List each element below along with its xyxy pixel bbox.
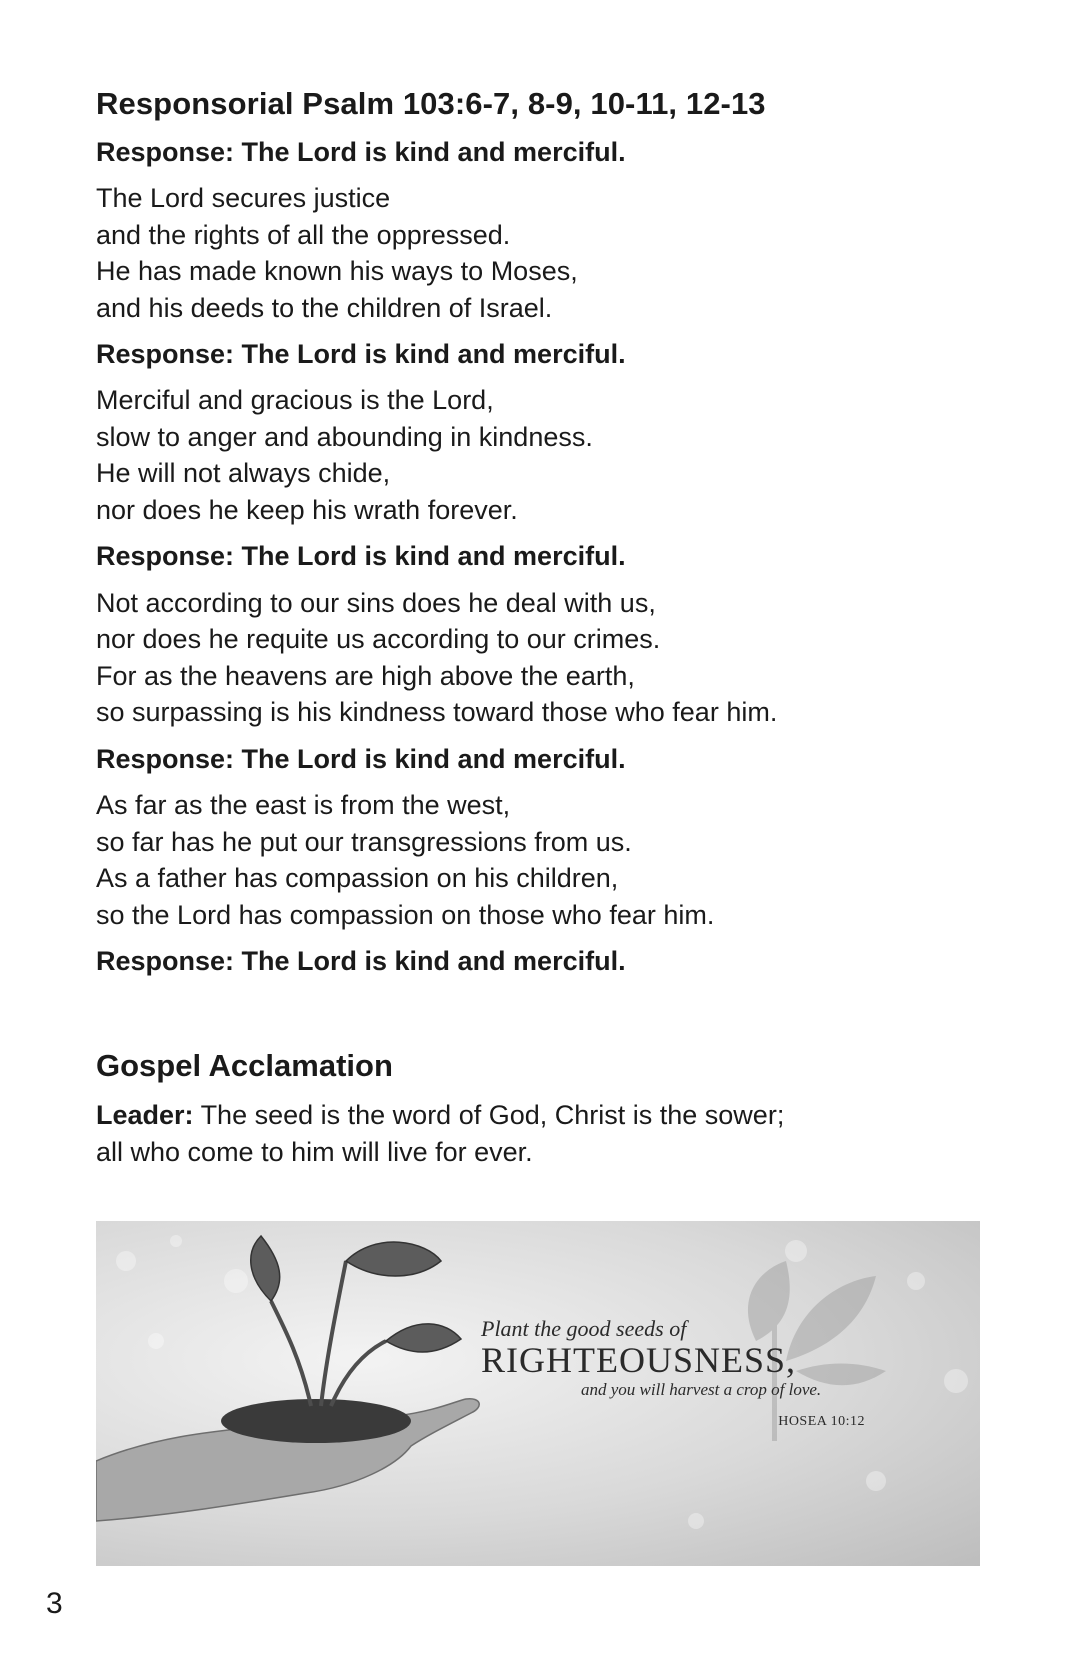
stanza-line: nor does he keep his wrath forever. [96, 494, 518, 525]
gospel-line-1: The seed is the word of God, Christ is the sower; [200, 1100, 785, 1131]
quote-citation: HOSEA 10:12 [778, 1413, 865, 1429]
stanza-line: and the rights of all the oppressed. [96, 219, 511, 250]
gospel-leader-text [96, 1097, 996, 1170]
stanza-line: As a father has compassion on his children, [96, 863, 619, 894]
stanza-line: Not according to our sins does he deal with us, [96, 587, 656, 618]
psalm-stanza [96, 787, 996, 933]
response-line: Response: The Lord is kind and merciful. [96, 541, 626, 572]
stanza-line: The Lord secures justice [96, 183, 391, 214]
stanza-line: so the Lord has compassion on those who fear him. [96, 899, 715, 930]
stanza-line: nor does he requite us according to our crimes. [96, 624, 661, 655]
quote-line-2: RIGHTEOUSNESS, [481, 1340, 797, 1380]
psalm-page [96, 86, 996, 1170]
stanza-line: For as the heavens are high above the earth, [96, 660, 635, 691]
scripture-quote [481, 1316, 901, 1430]
stanza-line: slow to anger and abounding in kindness. [96, 421, 593, 452]
quote-line-1: Plant the good seeds of [481, 1316, 687, 1341]
stanza-line: As far as the east is from the west, [96, 790, 511, 821]
seedling-illustration [96, 1221, 980, 1566]
page-number: 3 [46, 1587, 63, 1620]
stanza-line: Merciful and gracious is the Lord, [96, 385, 494, 416]
quote-line-3: and you will harvest a crop of love. [581, 1379, 822, 1399]
response-line: Response: The Lord is kind and merciful. [96, 339, 626, 370]
stanza-line: so far has he put our transgressions from us. [96, 826, 632, 857]
stanza-line: and his deeds to the children of Israel. [96, 292, 553, 323]
response-line: Response: The Lord is kind and merciful. [96, 136, 626, 167]
response-line: Response: The Lord is kind and merciful. [96, 743, 626, 774]
psalm-stanza [96, 585, 996, 731]
stanza-line: He has made known his ways to Moses, [96, 256, 578, 287]
psalm-stanza [96, 382, 996, 528]
soil-mound [221, 1399, 411, 1443]
stanza-line: so surpassing is his kindness toward those who fear him. [96, 697, 778, 728]
stanza-line: He will not always chide, [96, 458, 391, 489]
psalm-title: Responsorial Psalm 103:6-7, 8-9, 10-11, 12-13 [96, 86, 766, 121]
seedling-stems [271, 1261, 386, 1406]
seedling-leaves [251, 1236, 461, 1352]
response-line: Response: The Lord is kind and merciful. [96, 946, 626, 977]
leader-label: Leader: [96, 1100, 194, 1131]
psalm-stanza [96, 180, 996, 326]
gospel-line-2: all who come to him will live for ever. [96, 1136, 533, 1167]
gospel-title: Gospel Acclamation [96, 1047, 393, 1083]
